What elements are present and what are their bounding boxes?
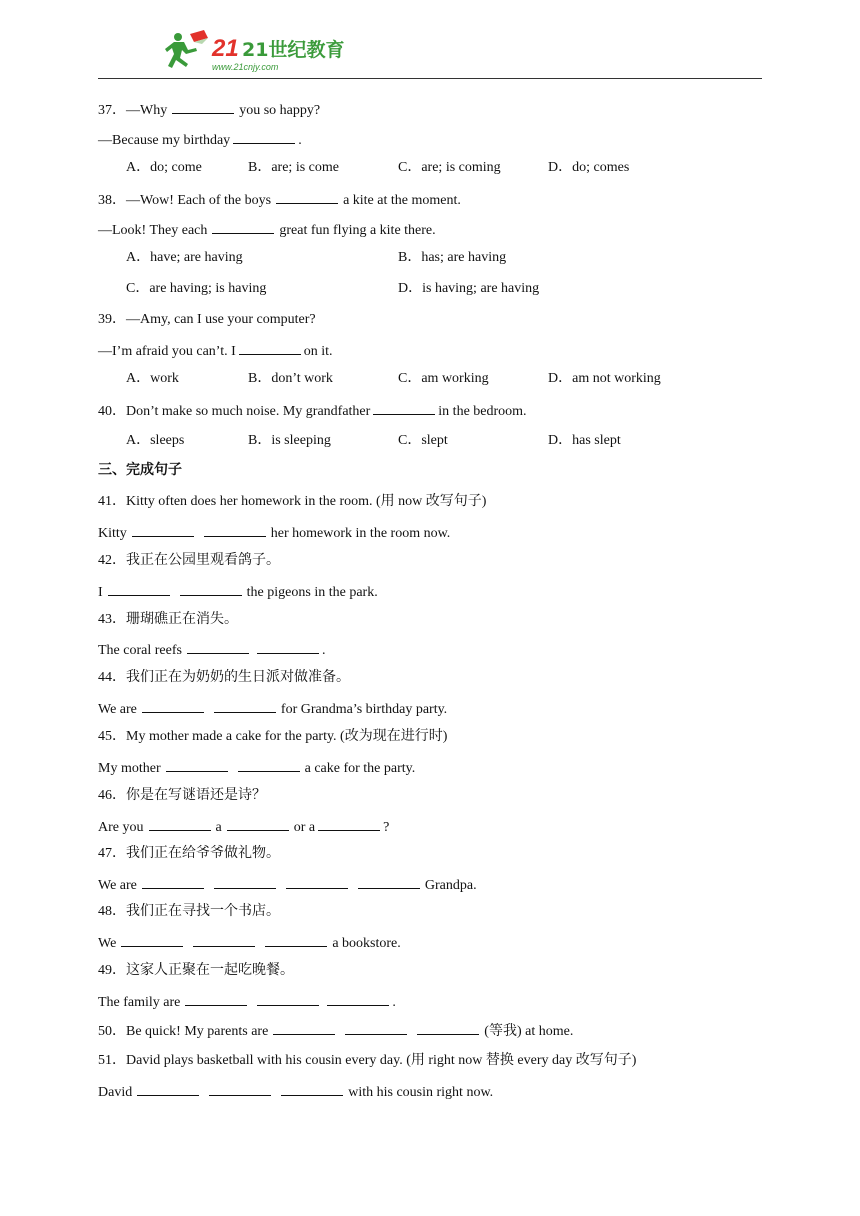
option-39-c: C．am working [398,371,489,386]
question-50: 50．Be quick! My parents are (等我) at home. [98,1020,573,1042]
answer-blank [358,874,420,889]
answer-blank [108,581,170,596]
answer-blank [142,698,204,713]
option-38-d: D．is having; are having [398,281,540,296]
answer-blank [345,1020,407,1035]
question-42: 42．我正在公园里观看鸽子。 [98,553,280,568]
runner-icon [165,30,208,68]
answer-blank [417,1020,479,1035]
question-51: 51．David plays basketball with his cousin every day. (用 right now 替换 every day 改写句子) [98,1053,637,1068]
option-39-a: A．work [126,371,179,386]
question-41-answer: Kitty her homework in the room now. [98,522,450,544]
section-heading: 三、完成句子 [98,463,182,478]
answer-blank [233,129,295,144]
option-40-b: B．is sleeping [248,433,331,448]
answer-blank [276,189,338,204]
question-48: 48．我们正在寻找一个书店。 [98,904,280,919]
option-37-d: D．do; comes [548,160,630,175]
question-49-answer: The family are . [98,991,396,1013]
question-45: 45．My mother made a cake for the party. (改为现在进行时) [98,729,448,744]
answer-blank [281,1081,343,1096]
answer-blank [286,874,348,889]
question-44-answer: We are for Grandma’s birthday party. [98,698,447,720]
answer-blank [214,698,276,713]
page-header [98,24,762,80]
option-39-d: D．am not working [548,371,661,386]
answer-blank [212,219,274,234]
option-37-b: B．are; is come [248,160,339,175]
logo-text: 21世纪教育 [242,39,344,61]
answer-blank [214,874,276,889]
question-43: 43．珊瑚礁正在消失。 [98,612,238,627]
option-38-b: B．has; are having [398,250,507,265]
answer-blank [204,522,266,537]
question-46: 46．你是在写谜语还是诗？ [98,788,266,803]
answer-blank [172,99,234,114]
answer-blank [185,991,247,1006]
option-40-a: A．sleeps [126,433,185,448]
question-39-response: —I’m afraid you can’t. I on it. [98,340,333,362]
answer-blank [373,400,435,415]
logo-url: www.21cnjy.com [212,62,279,72]
question-48-answer: We a bookstore. [98,932,401,954]
question-42-answer: I the pigeons in the park. [98,581,378,603]
answer-blank [187,639,249,654]
option-37-a: A．do; come [126,160,202,175]
answer-blank [318,816,380,831]
question-49: 49．这家人正聚在一起吃晚餐。 [98,963,294,978]
question-43-answer: The coral reefs . [98,639,325,661]
option-38-a: A．have; are having [126,250,243,265]
header-divider [98,78,762,79]
answer-blank [142,874,204,889]
answer-blank [273,1020,335,1035]
question-37-response: —Because my birthday . [98,129,302,151]
answer-blank [327,991,389,1006]
answer-blank [238,757,300,772]
question-41: 41．Kitty often does her homework in the room. (用 now 改写句子) [98,494,487,509]
answer-blank [227,816,289,831]
option-40-c: C．slept [398,433,448,448]
question-38: 38．—Wow! Each of the boys a kite at the moment. [98,189,461,211]
answer-blank [137,1081,199,1096]
answer-blank [121,932,183,947]
question-44: 44．我们正在为奶奶的生日派对做准备。 [98,670,350,685]
question-51-answer: David with his cousin right now. [98,1081,493,1103]
question-47-answer: We are Grandpa. [98,874,477,896]
option-37-c: C．are; is coming [398,160,501,175]
answer-blank [149,816,211,831]
option-39-b: B．don’t work [248,371,333,386]
question-40: 40．Don’t make so much noise. My grandfather in the bedroom. [98,400,527,422]
question-47: 47．我们正在给爷爷做礼物。 [98,846,280,861]
answer-blank [257,639,319,654]
question-37: 37．—Why you so happy? [98,99,320,121]
logo-number: 21 [212,35,239,62]
question-45-answer: My mother a cake for the party. [98,757,415,779]
21cnjy-logo [164,28,344,74]
question-38-response: —Look! They each great fun flying a kite there. [98,219,436,241]
answer-blank [265,932,327,947]
answer-blank [193,932,255,947]
option-40-d: D．has slept [548,433,621,448]
answer-blank [209,1081,271,1096]
option-38-c: C．are having; is having [126,281,267,296]
answer-blank [166,757,228,772]
answer-blank [257,991,319,1006]
answer-blank [180,581,242,596]
answer-blank [132,522,194,537]
question-46-answer: Are you a or a ? [98,816,389,838]
answer-blank [239,340,301,355]
question-39: 39．—Amy, can I use your computer? [98,312,316,327]
